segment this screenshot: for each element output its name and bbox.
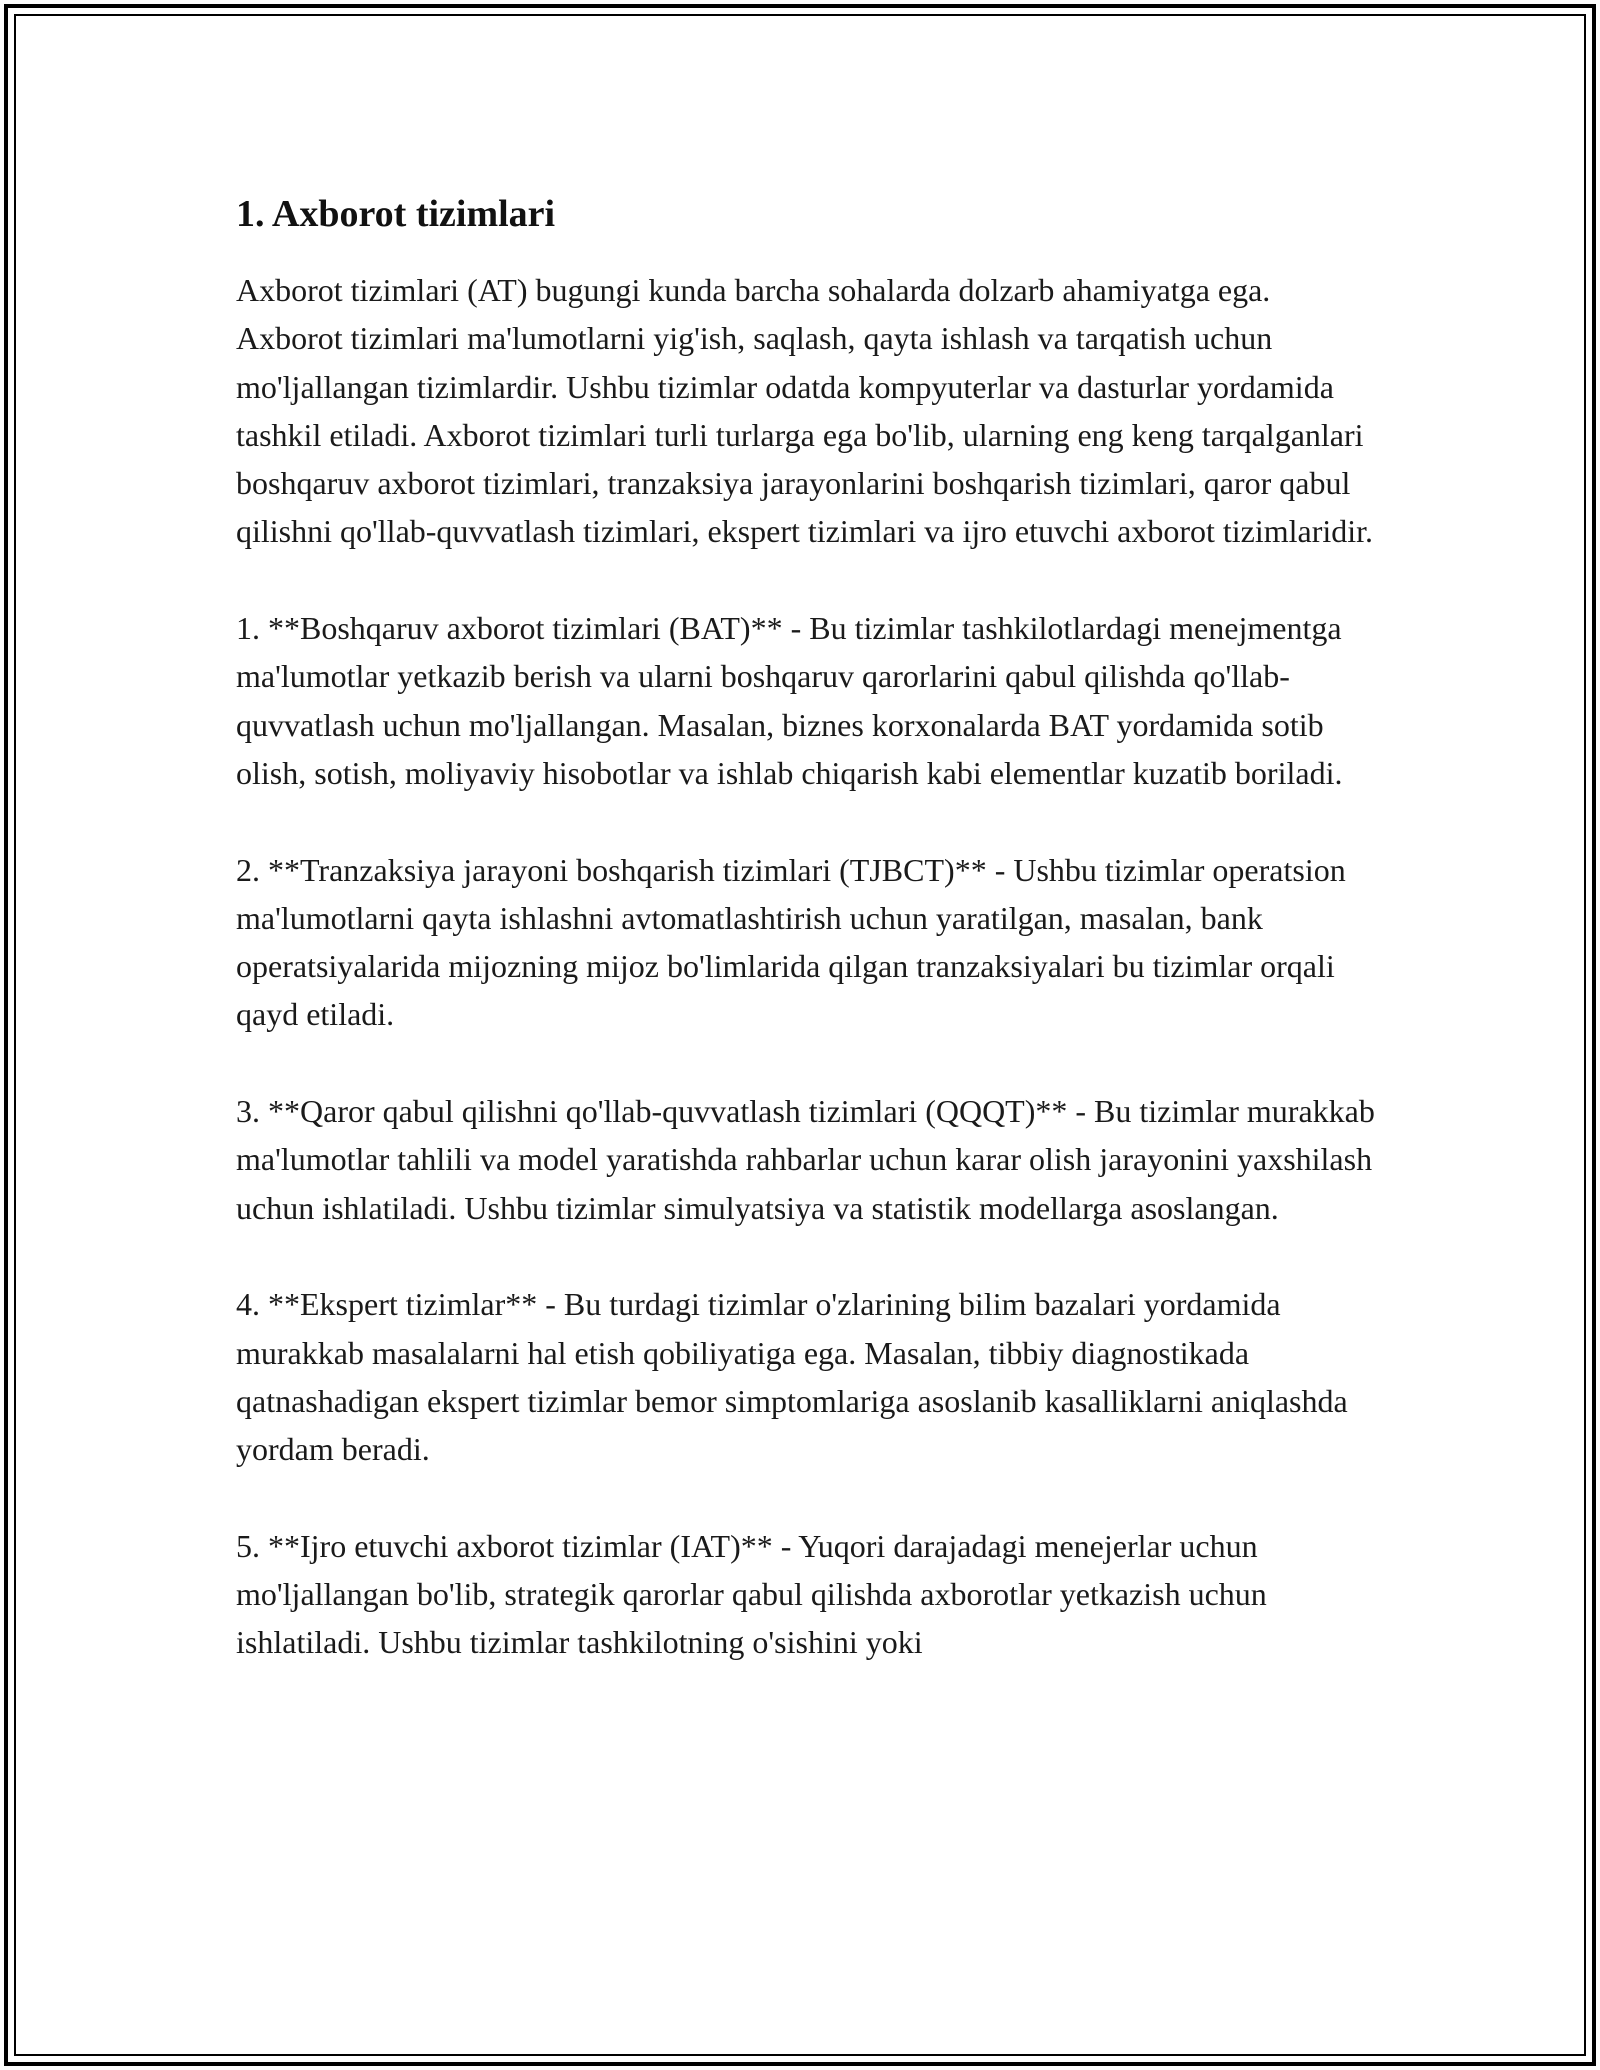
list-item-iat: 5. **Ijro etuvchi axborot tizimlar (IAT)** - Yuqori darajadagi menejerlar uchun mo'ljallangan bo'lib, strategik qarorlar qabul qilishda axborotlar yetkazish uchun ishlatiladi. Ushbu tizimlar tashkilotning o'sishini yoki [236,1527,1267,1661]
intro-paragraph: Axborot tizimlari (AT) bugungi kunda barcha sohalarda dolzarb ahamiyatga ega. Axborot tizimlari ma'lumotlarni yig'ish, saqlash, qayta ishlash va tarqatish uchun mo'ljallangan tizimlardir. Ushbu tizimlar odatda kompyuterlar va dasturlar yordamida tashkil etiladi. Axborot tizimlari turli turlarga ega bo'lib, ularning eng keng tarqalganlari boshqaruv axborot tizimlari, tranzaksiya jarayonlarini boshqarish tizimlari, qaror qabul qilishni qo'llab-quvvatlash tizimlari, ekspert tizimlari va ijro etuvchi axborot tizimlaridir. [236,272,1374,550]
list-item-bat: 1. **Boshqaruv axborot tizimlari (BAT)** - Bu tizimlar tashkilotlardagi menejmentga ma'lumotlar yetkazib berish va ularni boshqaruv qarorlarini qabul qilishda qo'llab-quvvatlash uchun mo'ljallangan. Masalan, biznes korxonalarda BAT yordamida sotib olish, sotish, moliyaviy hisobotlar va ishlab chiqarish kabi elementlar kuzatib boriladi. [236,610,1343,791]
list-item-tjbct: 2. **Tranzaksiya jarayoni boshqarish tizimlari (TJBCT)** - Ushbu tizimlar operatsion ma'lumotlarni qayta ishlashni avtomatlashtirish uchun yaratilgan, masalan, bank operatsiyalarida mijozning mijoz bo'limlarida qilgan tranzaksiyalari bu tizimlar orqali qayd etiladi. [236,851,1346,1033]
document-body [236,186,1376,1715]
list-item-qqqt: 3. **Qaror qabul qilishni qo'llab-quvvatlash tizimlari (QQQT)** - Bu tizimlar murakkab ma'lumotlar tahlili va model yaratishda rahbarlar uchun karar olish jarayonini yaxshilash uchun ishlatiladi. Ushbu tizimlar simulyatsiya va statistik modellarga asoslangan. [236,1093,1375,1226]
section-heading: 1. Axborot tizimlari [236,193,556,235]
list-item-ekspert: 4. **Ekspert tizimlar** - Bu turdagi tizimlar o'zlarining bilim bazalari yordamida murakkab masalalarni hal etish qobiliyatiga ega. Masalan, tibbiy diagnostikada qatnashadigan ekspert tizimlar bemor simptomlariga asoslanib kasalliklarni aniqlashda yordam beradi. [236,1286,1348,1468]
